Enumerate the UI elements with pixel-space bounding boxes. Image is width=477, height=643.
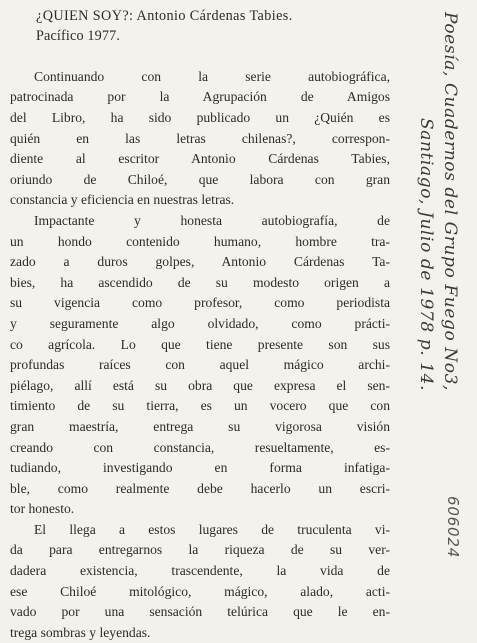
text-line: profundas raíces con aquel mágico archi-: [10, 357, 390, 373]
handwritten-source-line: Poesía, Cuadernos del Grupo Fuego No3,: [440, 12, 460, 392]
text-line: oriundo de Chiloé, que labora con gran: [10, 171, 390, 187]
article-paragraph-1: [10, 67, 390, 211]
article-title: ¿QUIEN SOY?: Antonio Cárdenas Tabies.: [36, 8, 293, 24]
text-line: constancia y eficiencia en nuestras letras.: [10, 192, 235, 208]
text-line: su vigencia como profesor, como periodista: [10, 295, 390, 311]
text-line: Continuando con la serie autobiográfica,: [34, 68, 390, 84]
text-line: un hondo contenido humano, hombre tra-: [10, 233, 390, 249]
article-paragraph-3: [10, 520, 390, 643]
text-line: dadera existencia, trascendente, la vida de: [10, 563, 390, 579]
text-line: tor honesto.: [10, 501, 75, 517]
text-line: piélago, allí está su obra que expresa el sen-: [10, 377, 390, 393]
text-line: timiento de su tierra, es un vocero que con: [10, 398, 390, 414]
text-line: ble, como realmente debe hacerlo un escri-: [10, 480, 390, 496]
text-line: co agrícola. Lo que tiene presente son sus: [10, 336, 390, 352]
text-line: y seguramente algo olvidado, como prácti-: [10, 315, 390, 331]
text-line: diente al escritor Antonio Cárdenas Tabies,: [10, 151, 390, 167]
article-source: Pacífico 1977.: [36, 28, 121, 45]
newspaper-clipping: [10, 6, 390, 640]
handwritten-catalog-number: 606024: [444, 496, 462, 559]
text-line: El llega a estos lugares de truculenta vi-: [34, 521, 390, 537]
text-line: del Libro, ha sido publicado un ¿Quién es: [10, 110, 390, 125]
text-line: trega sombras y leyendas.: [10, 624, 151, 640]
text-line: Impactante y honesta autobiografía, de: [34, 212, 390, 228]
text-line: da para entregarnos la riqueza de su ver-: [10, 542, 390, 558]
text-line: ese Chiloé mitológico, mágico, alado, acti-: [10, 583, 390, 599]
handwritten-annotation: [412, 6, 472, 596]
text-line: gran maestría, entrega su vigorosa visión: [10, 418, 390, 434]
text-line: zado a duros golpes, Antonio Cárdenas Ta-: [10, 254, 390, 270]
text-line: creando con constancia, resueltamente, es-: [10, 439, 390, 455]
handwritten-date-line: Santiago, Julio de 1978 p. 14.: [416, 118, 436, 392]
article-paragraph-2: [10, 211, 390, 520]
text-line: quién en las letras chilenas?, correspon-: [10, 130, 390, 146]
text-line: vado por una sensación telúrica que le en-: [10, 604, 390, 620]
article-heading: [36, 6, 390, 47]
text-line: tudiando, investigando en forma infatiga-: [10, 460, 390, 476]
text-line: bies, ha ascendido de su modesto origen a: [10, 274, 390, 290]
text-line: patrocinada por la Agrupación de Amigos: [10, 89, 390, 105]
